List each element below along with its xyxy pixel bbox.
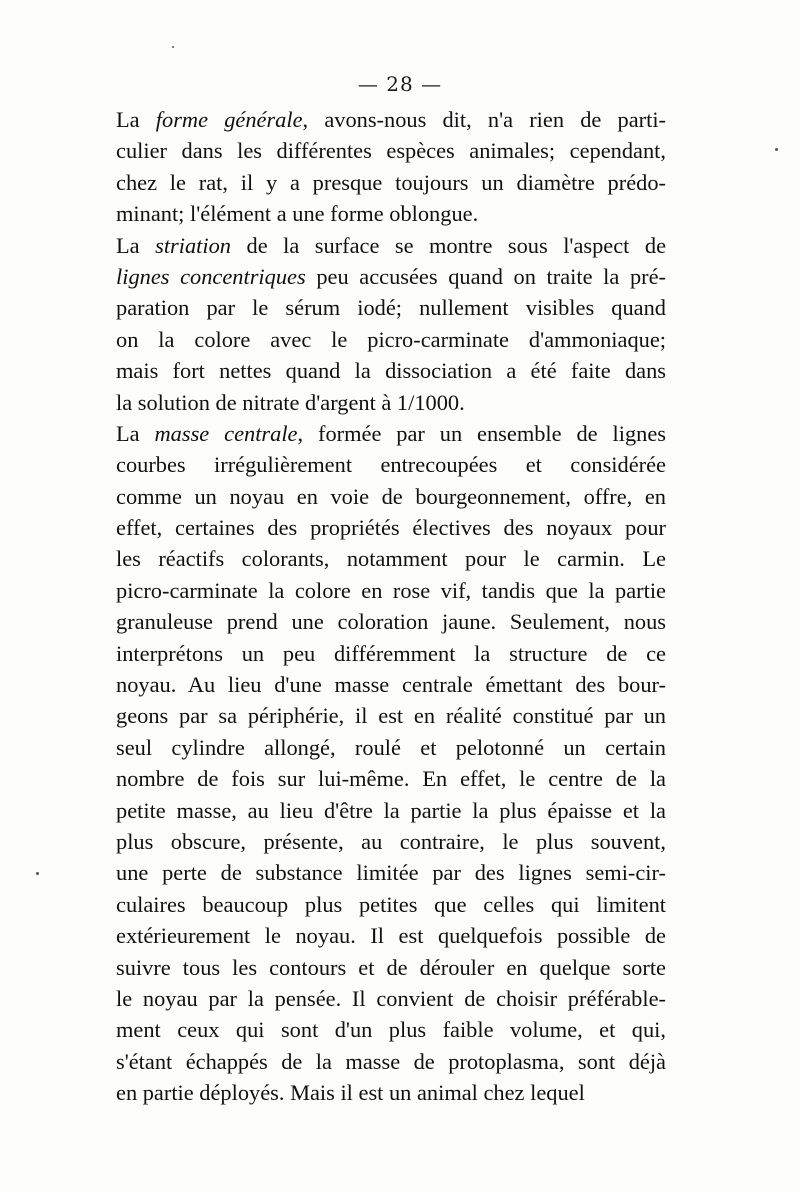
text-run: de la surface se montre sous l'aspect de bbox=[231, 232, 667, 258]
text-run: en partie déployés. Mais il est un animal chez lequel bbox=[116, 1080, 585, 1106]
text-run: on la colore avec le picro-carminate d'ammoniaque; bbox=[116, 326, 666, 352]
text-line bbox=[116, 230, 666, 261]
text-run: , avons-nous dit, n'a rien de parti- bbox=[302, 107, 667, 132]
text-line bbox=[116, 983, 666, 1014]
italic-term: masse centrale bbox=[154, 420, 298, 446]
text-line bbox=[116, 167, 666, 198]
text-line bbox=[116, 732, 666, 763]
text-line bbox=[116, 512, 666, 543]
text-line bbox=[116, 418, 666, 449]
text-line bbox=[116, 826, 666, 857]
text-run: plus obscure, présente, au contraire, le plus souvent, bbox=[116, 828, 666, 854]
text-line bbox=[116, 481, 666, 512]
text-line bbox=[116, 1014, 666, 1045]
text-line bbox=[116, 669, 666, 700]
text-run: nombre de fois sur lui-même. En effet, le centre de la bbox=[116, 766, 666, 792]
text-line bbox=[116, 575, 666, 606]
text-line bbox=[116, 104, 666, 135]
text-line bbox=[116, 449, 666, 480]
text-run: courbes irrégulièrement entrecoupées et considérée bbox=[116, 452, 666, 478]
text-run: peu accusées quand on traite la pré- bbox=[305, 263, 666, 289]
text-run: geons par sa périphérie, il est en réalité constitué par un bbox=[116, 703, 666, 729]
text-run: petite masse, au lieu d'être la partie la plus épaisse et la bbox=[116, 797, 666, 823]
paper-speck bbox=[775, 148, 778, 151]
paper-speck bbox=[36, 872, 39, 875]
text-run: picro-carminate la colore en rose vif, tandis que la partie bbox=[116, 577, 666, 603]
text-run: extérieurement le noyau. Il est quelquefois possible de bbox=[116, 923, 666, 949]
text-run: une perte de substance limitée par des lignes semi-cir- bbox=[116, 860, 666, 886]
text-run: effet, certaines des propriétés électives des noyaux pour bbox=[116, 515, 666, 541]
text-run: La bbox=[116, 107, 156, 132]
text-line bbox=[116, 292, 666, 323]
paper-speck bbox=[172, 46, 174, 48]
text-line bbox=[116, 952, 666, 983]
text-run: granuleuse prend une coloration jaune. Seulement, nous bbox=[116, 609, 666, 635]
text-line bbox=[116, 795, 666, 826]
page-number: — 28 — bbox=[357, 72, 443, 96]
text-line bbox=[116, 606, 666, 637]
text-run: mais fort nettes quand la dissociation a été faite dans bbox=[116, 358, 666, 384]
body-text bbox=[116, 104, 666, 1109]
text-run: La bbox=[116, 232, 156, 258]
text-run: comme un noyau en voie de bourgeonnement, offre, en bbox=[116, 483, 666, 509]
text-line bbox=[116, 135, 666, 166]
text-run: chez le rat, il y a presque toujours un diamètre prédo- bbox=[116, 169, 666, 195]
italic-term: forme générale bbox=[155, 107, 303, 132]
text-run: la solution de nitrate d'argent à 1/1000. bbox=[116, 389, 465, 415]
text-run: suivre tous les contours et de dérouler en quelque sorte bbox=[116, 954, 666, 980]
text-run: s'étant échappés de la masse de protoplasma, sont déjà bbox=[116, 1048, 666, 1074]
text-line bbox=[116, 387, 666, 418]
italic-term: striation bbox=[155, 232, 232, 258]
text-line bbox=[116, 857, 666, 888]
text-run: les réactifs colorants, notamment pour le carmin. Le bbox=[116, 546, 666, 572]
text-line bbox=[116, 324, 666, 355]
text-run: le noyau par la pensée. Il convient de choisir préférable- bbox=[116, 985, 666, 1011]
text-line bbox=[116, 763, 666, 794]
text-line bbox=[116, 355, 666, 386]
text-run: paration par le sérum iodé; nullement visibles quand bbox=[116, 295, 666, 321]
text-line bbox=[116, 889, 666, 920]
text-line bbox=[116, 920, 666, 951]
text-run: seul cylindre allongé, roulé et pelotonné un certain bbox=[116, 734, 666, 760]
text-line bbox=[116, 700, 666, 731]
text-run: noyau. Au lieu d'une masse centrale émettant des bour- bbox=[116, 672, 666, 698]
text-run: , formée par un ensemble de lignes bbox=[297, 420, 666, 446]
italic-term: lignes concentriques bbox=[116, 263, 306, 289]
text-run: minant; l'élément a une forme oblongue. bbox=[116, 201, 479, 227]
text-line bbox=[116, 198, 666, 229]
text-line bbox=[116, 638, 666, 669]
text-run: ment ceux qui sont d'un plus faible volume, et qui, bbox=[116, 1017, 666, 1043]
text-run: culaires beaucoup plus petites que celles qui limitent bbox=[116, 891, 666, 917]
text-line bbox=[116, 261, 666, 292]
text-run: culier dans les différentes espèces animales; cependant, bbox=[116, 138, 666, 164]
text-run: La bbox=[116, 420, 155, 446]
text-line bbox=[116, 1077, 666, 1108]
text-run: interprétons un peu différemment la structure de ce bbox=[116, 640, 666, 666]
text-line bbox=[116, 1046, 666, 1077]
text-line bbox=[116, 543, 666, 574]
